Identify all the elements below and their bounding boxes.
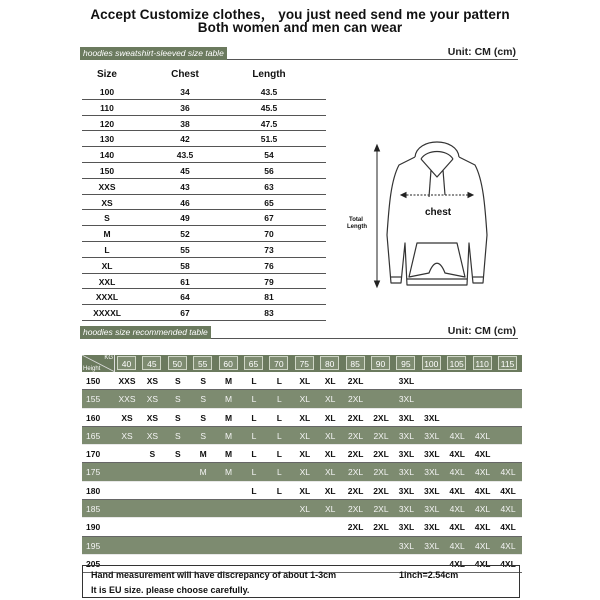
size-table-row xyxy=(82,131,326,147)
size-cell: 2XL xyxy=(373,449,389,460)
total-label: Total xyxy=(349,217,363,223)
weight-header-cell: 45 xyxy=(142,356,161,370)
size-cell: L xyxy=(276,449,282,460)
recommended-table-body xyxy=(82,372,522,573)
kg-height-corner-cell xyxy=(82,355,115,372)
size-cell: L xyxy=(276,376,282,386)
size-cell: 3XL xyxy=(398,376,415,386)
size-cell: L xyxy=(104,244,110,255)
size-cell: M xyxy=(225,449,233,460)
size-cell: 2XL xyxy=(348,394,364,405)
size-cell: XL xyxy=(299,376,311,386)
size-cell: S xyxy=(200,412,207,423)
recommended-table-row xyxy=(82,537,522,555)
measurement-note: Hand measurement will have discrepancy of about 1-3cm xyxy=(91,570,337,580)
size-cell: S xyxy=(174,394,181,405)
size-cell: 3XL xyxy=(424,449,440,460)
size-cell: 2XL xyxy=(348,504,364,515)
chest-cell: 58 xyxy=(180,260,190,271)
size-cell: XL xyxy=(299,430,310,441)
size-cell: S xyxy=(174,412,181,423)
length-cell: 47.5 xyxy=(260,118,278,129)
size-cell: 4XL xyxy=(500,504,516,515)
chest-cell: 45 xyxy=(180,165,190,176)
size-cell: 2XL xyxy=(373,485,389,496)
size-cell: 3XL xyxy=(398,430,414,441)
hoodie-outline-icon xyxy=(345,135,520,290)
size-cell: 4XL xyxy=(474,485,491,496)
weight-header-cell: 50 xyxy=(168,356,187,370)
size-cell: XL xyxy=(324,504,336,515)
height-cell: 155 xyxy=(86,394,101,405)
recommended-table-row xyxy=(82,372,522,390)
size-cell: S xyxy=(200,376,207,386)
size-cell: XXXXL xyxy=(93,308,121,319)
section-size-table-header xyxy=(80,47,518,60)
col-size-header: Size xyxy=(96,69,117,80)
recommended-table-row xyxy=(82,409,522,427)
size-cell: XXS xyxy=(98,181,116,192)
size-cell: XXS xyxy=(118,376,136,386)
recommended-table-row xyxy=(82,518,522,536)
length-cell: 67 xyxy=(264,213,274,224)
size-cell: 3XL xyxy=(398,485,415,496)
size-table-row xyxy=(82,274,326,290)
size-cell: 4XL xyxy=(449,504,465,515)
size-cell: 2XL xyxy=(347,485,364,496)
size-cell: XL xyxy=(324,394,336,405)
height-cell: 205 xyxy=(86,558,101,569)
length-cell: 73 xyxy=(264,244,274,255)
weight-header-cell: 105 xyxy=(447,356,466,370)
size-table-body xyxy=(82,84,326,321)
size-cell: L xyxy=(251,449,257,460)
size-cell: 4XL xyxy=(475,430,491,441)
size-cell: XS xyxy=(121,412,133,423)
size-cell: 4XL xyxy=(500,485,516,496)
chest-cell: 64 xyxy=(180,292,190,303)
size-cell: 3XL xyxy=(424,504,440,515)
height-cell: 165 xyxy=(86,430,101,441)
size-table xyxy=(82,66,326,321)
headline-unisex: Both women and men can wear xyxy=(197,20,403,35)
size-cell: 4XL xyxy=(474,558,491,569)
size-cell: 100 xyxy=(99,87,115,97)
size-cell: 3XL xyxy=(398,522,415,533)
size-cell: 3XL xyxy=(424,485,440,496)
weight-header-cell: 100 xyxy=(422,356,441,370)
section-tab-label: hoodies size recommended table xyxy=(80,326,211,339)
size-cell: 2XL xyxy=(373,522,389,533)
length-cell: 43.5 xyxy=(260,87,278,97)
chest-cell: 67 xyxy=(180,308,190,319)
recommended-size-table xyxy=(82,355,522,573)
size-table-row xyxy=(82,242,326,258)
size-cell: 3XL xyxy=(398,540,414,551)
length-cell: 45.5 xyxy=(260,102,278,113)
size-cell: XL xyxy=(324,430,336,441)
length-cell: 56 xyxy=(264,165,274,176)
size-cell: 4XL xyxy=(474,449,491,460)
size-cell: 2XL xyxy=(348,467,364,478)
chest-cell: 61 xyxy=(180,276,190,287)
size-cell: M xyxy=(199,467,207,478)
size-cell: XXL xyxy=(98,276,116,287)
size-cell: XS xyxy=(101,197,113,208)
size-table-header xyxy=(82,66,326,84)
recommended-table-row xyxy=(82,445,522,463)
size-table-row xyxy=(82,163,326,179)
size-cell: 4XL xyxy=(449,467,465,478)
size-cell: XS xyxy=(146,394,159,405)
size-cell: 4XL xyxy=(475,504,491,515)
size-cell: XL xyxy=(299,394,310,405)
section-recommended-header xyxy=(80,326,518,339)
weight-header-cell: 90 xyxy=(371,356,390,370)
recommended-table-row xyxy=(82,500,522,518)
size-cell: 4XL xyxy=(474,522,491,533)
size-table-row xyxy=(82,100,326,116)
size-cell: L xyxy=(251,467,257,478)
size-cell: 3XL xyxy=(424,412,440,423)
size-cell: L xyxy=(276,485,282,496)
size-cell: 2XL xyxy=(347,522,364,533)
size-cell: XL xyxy=(299,449,311,460)
size-cell: S xyxy=(149,449,156,460)
height-cell: 190 xyxy=(86,522,101,533)
weight-header-cell: 80 xyxy=(320,356,339,370)
size-cell: 3XL xyxy=(398,504,414,515)
length-cell: 79 xyxy=(264,276,274,287)
size-cell: M xyxy=(225,412,233,423)
size-cell: XL xyxy=(324,376,336,386)
size-cell: 2XL xyxy=(373,467,389,478)
height-cell: 170 xyxy=(86,449,101,460)
size-cell: XL xyxy=(324,485,336,496)
inch-conversion-note: 1inch=2.54cm xyxy=(399,570,459,580)
size-cell: 4XL xyxy=(500,522,516,533)
chest-cell: 52 xyxy=(180,229,190,240)
length-cell: 63 xyxy=(264,181,274,192)
recommended-table-row xyxy=(82,427,522,445)
weight-header-cell: 110 xyxy=(473,356,492,370)
col-chest-header: Chest xyxy=(171,69,199,80)
size-cell: 4XL xyxy=(449,522,465,533)
chest-label: chest xyxy=(425,207,452,218)
size-cell: 120 xyxy=(99,118,115,129)
size-cell: L xyxy=(276,412,282,423)
size-cell: L xyxy=(251,412,257,423)
size-cell: 110 xyxy=(100,102,114,113)
size-cell: 4XL xyxy=(500,467,516,478)
size-cell: XXXL xyxy=(95,292,119,303)
size-table-row xyxy=(82,116,326,132)
size-cell: 3XL xyxy=(424,540,440,551)
recommended-table-row xyxy=(82,482,522,500)
size-cell: L xyxy=(277,430,282,441)
size-cell: 4XL xyxy=(449,449,465,460)
chest-cell: 43.5 xyxy=(176,150,194,161)
weight-header-cell: 65 xyxy=(244,356,263,370)
size-cell: 2XL xyxy=(373,412,389,423)
eu-size-note: It is EU size. please choose carefully. xyxy=(91,585,250,595)
size-cell: S xyxy=(200,430,207,441)
size-cell: 4XL xyxy=(500,558,516,569)
size-cell: 2XL xyxy=(347,376,364,386)
chest-cell: 43 xyxy=(180,181,190,192)
size-cell: S xyxy=(174,430,181,441)
size-cell: 4XL xyxy=(475,467,491,478)
size-cell: L xyxy=(251,394,257,405)
section-tab-label: hoodies sweatshirt-sleeved size table xyxy=(80,47,227,60)
size-table-row xyxy=(82,289,326,305)
chest-cell: 42 xyxy=(180,134,190,145)
length-cell: 81 xyxy=(264,292,274,303)
size-cell: XS xyxy=(146,412,159,423)
size-cell: 2XL xyxy=(373,504,389,515)
size-cell: XXS xyxy=(118,394,136,405)
size-cell: XS xyxy=(146,376,159,386)
size-cell: L xyxy=(251,430,257,441)
recommended-table-row xyxy=(82,463,522,481)
length-label: Length xyxy=(347,224,367,230)
chest-cell: 38 xyxy=(180,118,190,129)
size-cell: XL xyxy=(299,504,310,515)
height-cell: 195 xyxy=(86,540,101,551)
col-length-header: Length xyxy=(252,69,286,80)
weight-header-cell: 115 xyxy=(498,356,517,370)
size-cell: XL xyxy=(324,412,336,423)
size-cell: 3XL xyxy=(424,467,440,478)
size-cell: 4XL xyxy=(500,540,516,551)
size-table-row xyxy=(82,226,326,242)
weight-header-cell: 85 xyxy=(346,356,365,370)
size-cell: 150 xyxy=(99,165,115,176)
size-cell: 2XL xyxy=(347,449,364,460)
size-cell: M xyxy=(199,449,207,460)
size-cell: S xyxy=(174,376,181,386)
size-cell: L xyxy=(277,394,282,405)
length-cell: 83 xyxy=(264,308,274,319)
weight-header-cell: 75 xyxy=(295,356,314,370)
height-label: Height xyxy=(83,366,101,372)
size-table-row xyxy=(82,258,326,274)
length-cell: 51.5 xyxy=(260,134,278,145)
size-cell: L xyxy=(251,376,257,386)
weight-header-row xyxy=(82,355,522,372)
size-cell: 4XL xyxy=(475,540,491,551)
size-cell: XS xyxy=(121,430,133,441)
unit-label: Unit: CM (cm) xyxy=(447,325,516,337)
size-table-row xyxy=(82,147,326,163)
size-cell: M xyxy=(225,467,233,478)
size-cell: 130 xyxy=(99,134,115,145)
weight-header-cell: 60 xyxy=(219,356,238,370)
chest-cell: 46 xyxy=(180,197,190,208)
hoodie-diagram xyxy=(345,135,520,290)
length-cell: 76 xyxy=(264,260,274,271)
size-table-row xyxy=(82,210,326,226)
size-cell: L xyxy=(251,485,257,496)
size-cell: XL xyxy=(299,412,311,423)
size-cell: 3XL xyxy=(398,467,414,478)
size-cell: 4XL xyxy=(449,558,465,569)
size-table-row xyxy=(82,305,326,321)
weight-header-cell: 70 xyxy=(269,356,288,370)
size-cell: 140 xyxy=(99,150,115,161)
height-cell: 160 xyxy=(86,412,101,423)
size-cell: S xyxy=(200,394,207,405)
size-cell: S xyxy=(104,213,110,224)
size-cell: 4XL xyxy=(449,430,465,441)
size-cell: XL xyxy=(299,485,311,496)
weight-header-cell: 95 xyxy=(396,356,415,370)
size-cell: S xyxy=(174,449,181,460)
length-cell: 70 xyxy=(264,229,274,240)
size-cell: 3XL xyxy=(398,394,414,405)
size-cell: 3XL xyxy=(424,430,440,441)
size-cell: L xyxy=(277,467,282,478)
size-cell: XL xyxy=(324,449,336,460)
size-cell: 3XL xyxy=(398,449,415,460)
size-cell: XL xyxy=(299,467,310,478)
size-cell: 3XL xyxy=(398,412,415,423)
length-cell: 65 xyxy=(264,197,274,208)
size-cell: 4XL xyxy=(449,485,465,496)
chest-cell: 49 xyxy=(180,213,190,224)
size-cell: 3XL xyxy=(424,522,440,533)
size-cell: XS xyxy=(146,430,159,441)
height-cell: 175 xyxy=(86,467,101,478)
length-cell: 54 xyxy=(264,150,274,161)
notes-box xyxy=(82,565,520,598)
height-cell: 150 xyxy=(86,376,101,386)
size-cell: M xyxy=(103,229,111,240)
size-table-row xyxy=(82,84,326,100)
size-table-row xyxy=(82,195,326,211)
weight-header-cell: 55 xyxy=(193,356,212,370)
size-cell: 2XL xyxy=(347,412,364,423)
weight-header-cell: 40 xyxy=(117,356,136,370)
height-cell: 185 xyxy=(86,504,101,515)
height-cell: 180 xyxy=(86,485,101,496)
chest-cell: 36 xyxy=(180,102,190,113)
chest-cell: 55 xyxy=(180,244,190,255)
size-cell: M xyxy=(225,376,233,386)
size-cell: XL xyxy=(101,260,113,271)
size-cell: M xyxy=(225,394,233,405)
kg-label: KG xyxy=(104,355,113,361)
size-cell: XL xyxy=(324,467,336,478)
size-cell: 2XL xyxy=(373,430,389,441)
size-cell: M xyxy=(225,430,233,441)
headline-customize: Accept Customize clothes， you just need send me your pattern xyxy=(90,7,510,22)
size-cell: 4XL xyxy=(449,540,465,551)
recommended-table-row xyxy=(82,390,522,408)
size-cell: 2XL xyxy=(348,430,364,441)
size-table-row xyxy=(82,179,326,195)
chest-cell: 34 xyxy=(180,87,190,97)
unit-label: Unit: CM (cm) xyxy=(447,46,516,58)
